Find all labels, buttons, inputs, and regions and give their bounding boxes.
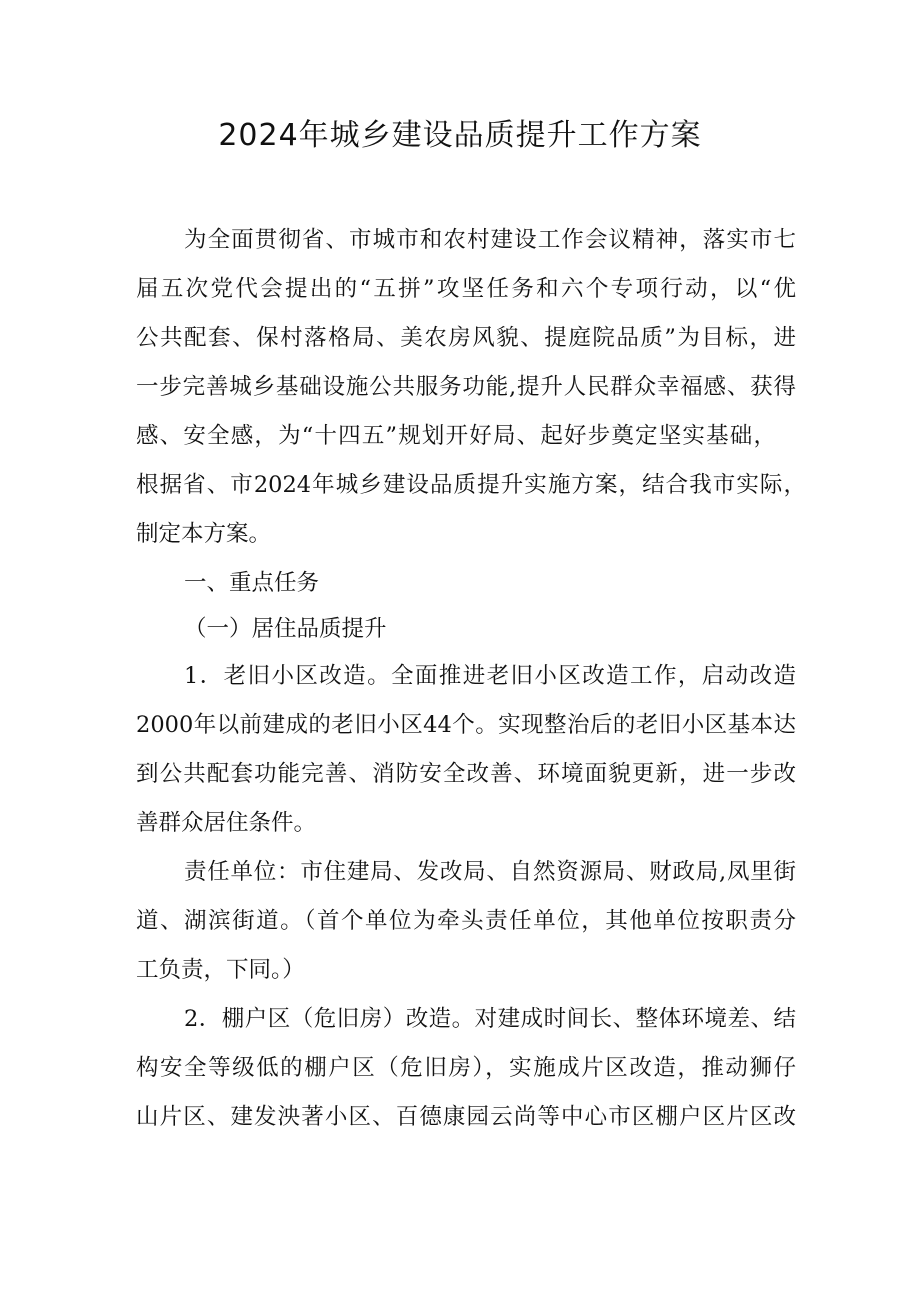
paragraph-line: 感、安全感，为“十四五”规划开好局、起好步奠定坚实基础， bbox=[136, 423, 776, 449]
paragraph-line: 2000年以前建成的老旧小区44个。实现整治后的老旧小区基本达 bbox=[136, 712, 796, 738]
paragraph-line: 制定本方案。 bbox=[136, 521, 272, 547]
paragraph-line: 届五次党代会提出的“五拼”攻坚任务和六个专项行动，以“优 bbox=[136, 276, 796, 302]
paragraph-line: 责任单位：市住建局、发改局、自然资源局、财政局,凤里街 bbox=[184, 859, 796, 885]
paragraph-line: 公共配套、保村落格局、美农房风貌、提庭院品质”为目标，进 bbox=[136, 325, 796, 351]
section-heading: 一、重点任务 bbox=[184, 570, 320, 596]
subsection-heading: （一）居住品质提升 bbox=[184, 616, 387, 642]
paragraph-line: 善群众居住条件。 bbox=[136, 810, 317, 836]
paragraph-line: 工负责，下同。） bbox=[136, 957, 305, 983]
document-title: 2024年城乡建设品质提升工作方案 bbox=[218, 118, 702, 153]
paragraph-line: 到公共配套功能完善、消防安全改善、环境面貌更新，进一步改 bbox=[136, 761, 796, 787]
paragraph-line: 为全面贯彻省、市城市和农村建设工作会议精神，落实市七 bbox=[184, 227, 796, 253]
paragraph-line: 2．棚户区（危旧房）改造。对建成时间长、整体环境差、结 bbox=[184, 1006, 796, 1032]
paragraph-line: 山片区、建发泱著小区、百德康园云尚等中心市区棚户区片区改 bbox=[136, 1104, 796, 1130]
paragraph-line: 一步完善城乡基础设施公共服务功能,提升人民群众幸福感、获得 bbox=[136, 374, 796, 400]
paragraph-line: 构安全等级低的棚户区（危旧房），实施成片区改造，推动狮仔 bbox=[136, 1055, 796, 1081]
paragraph-line: 道、湖滨街道。（首个单位为牵头责任单位，其他单位按职责分 bbox=[136, 908, 796, 934]
paragraph-line: 1．老旧小区改造。全面推进老旧小区改造工作，启动改造 bbox=[184, 663, 796, 689]
paragraph-line: 根据省、市2024年城乡建设品质提升实施方案，结合我市实际， bbox=[136, 472, 806, 498]
